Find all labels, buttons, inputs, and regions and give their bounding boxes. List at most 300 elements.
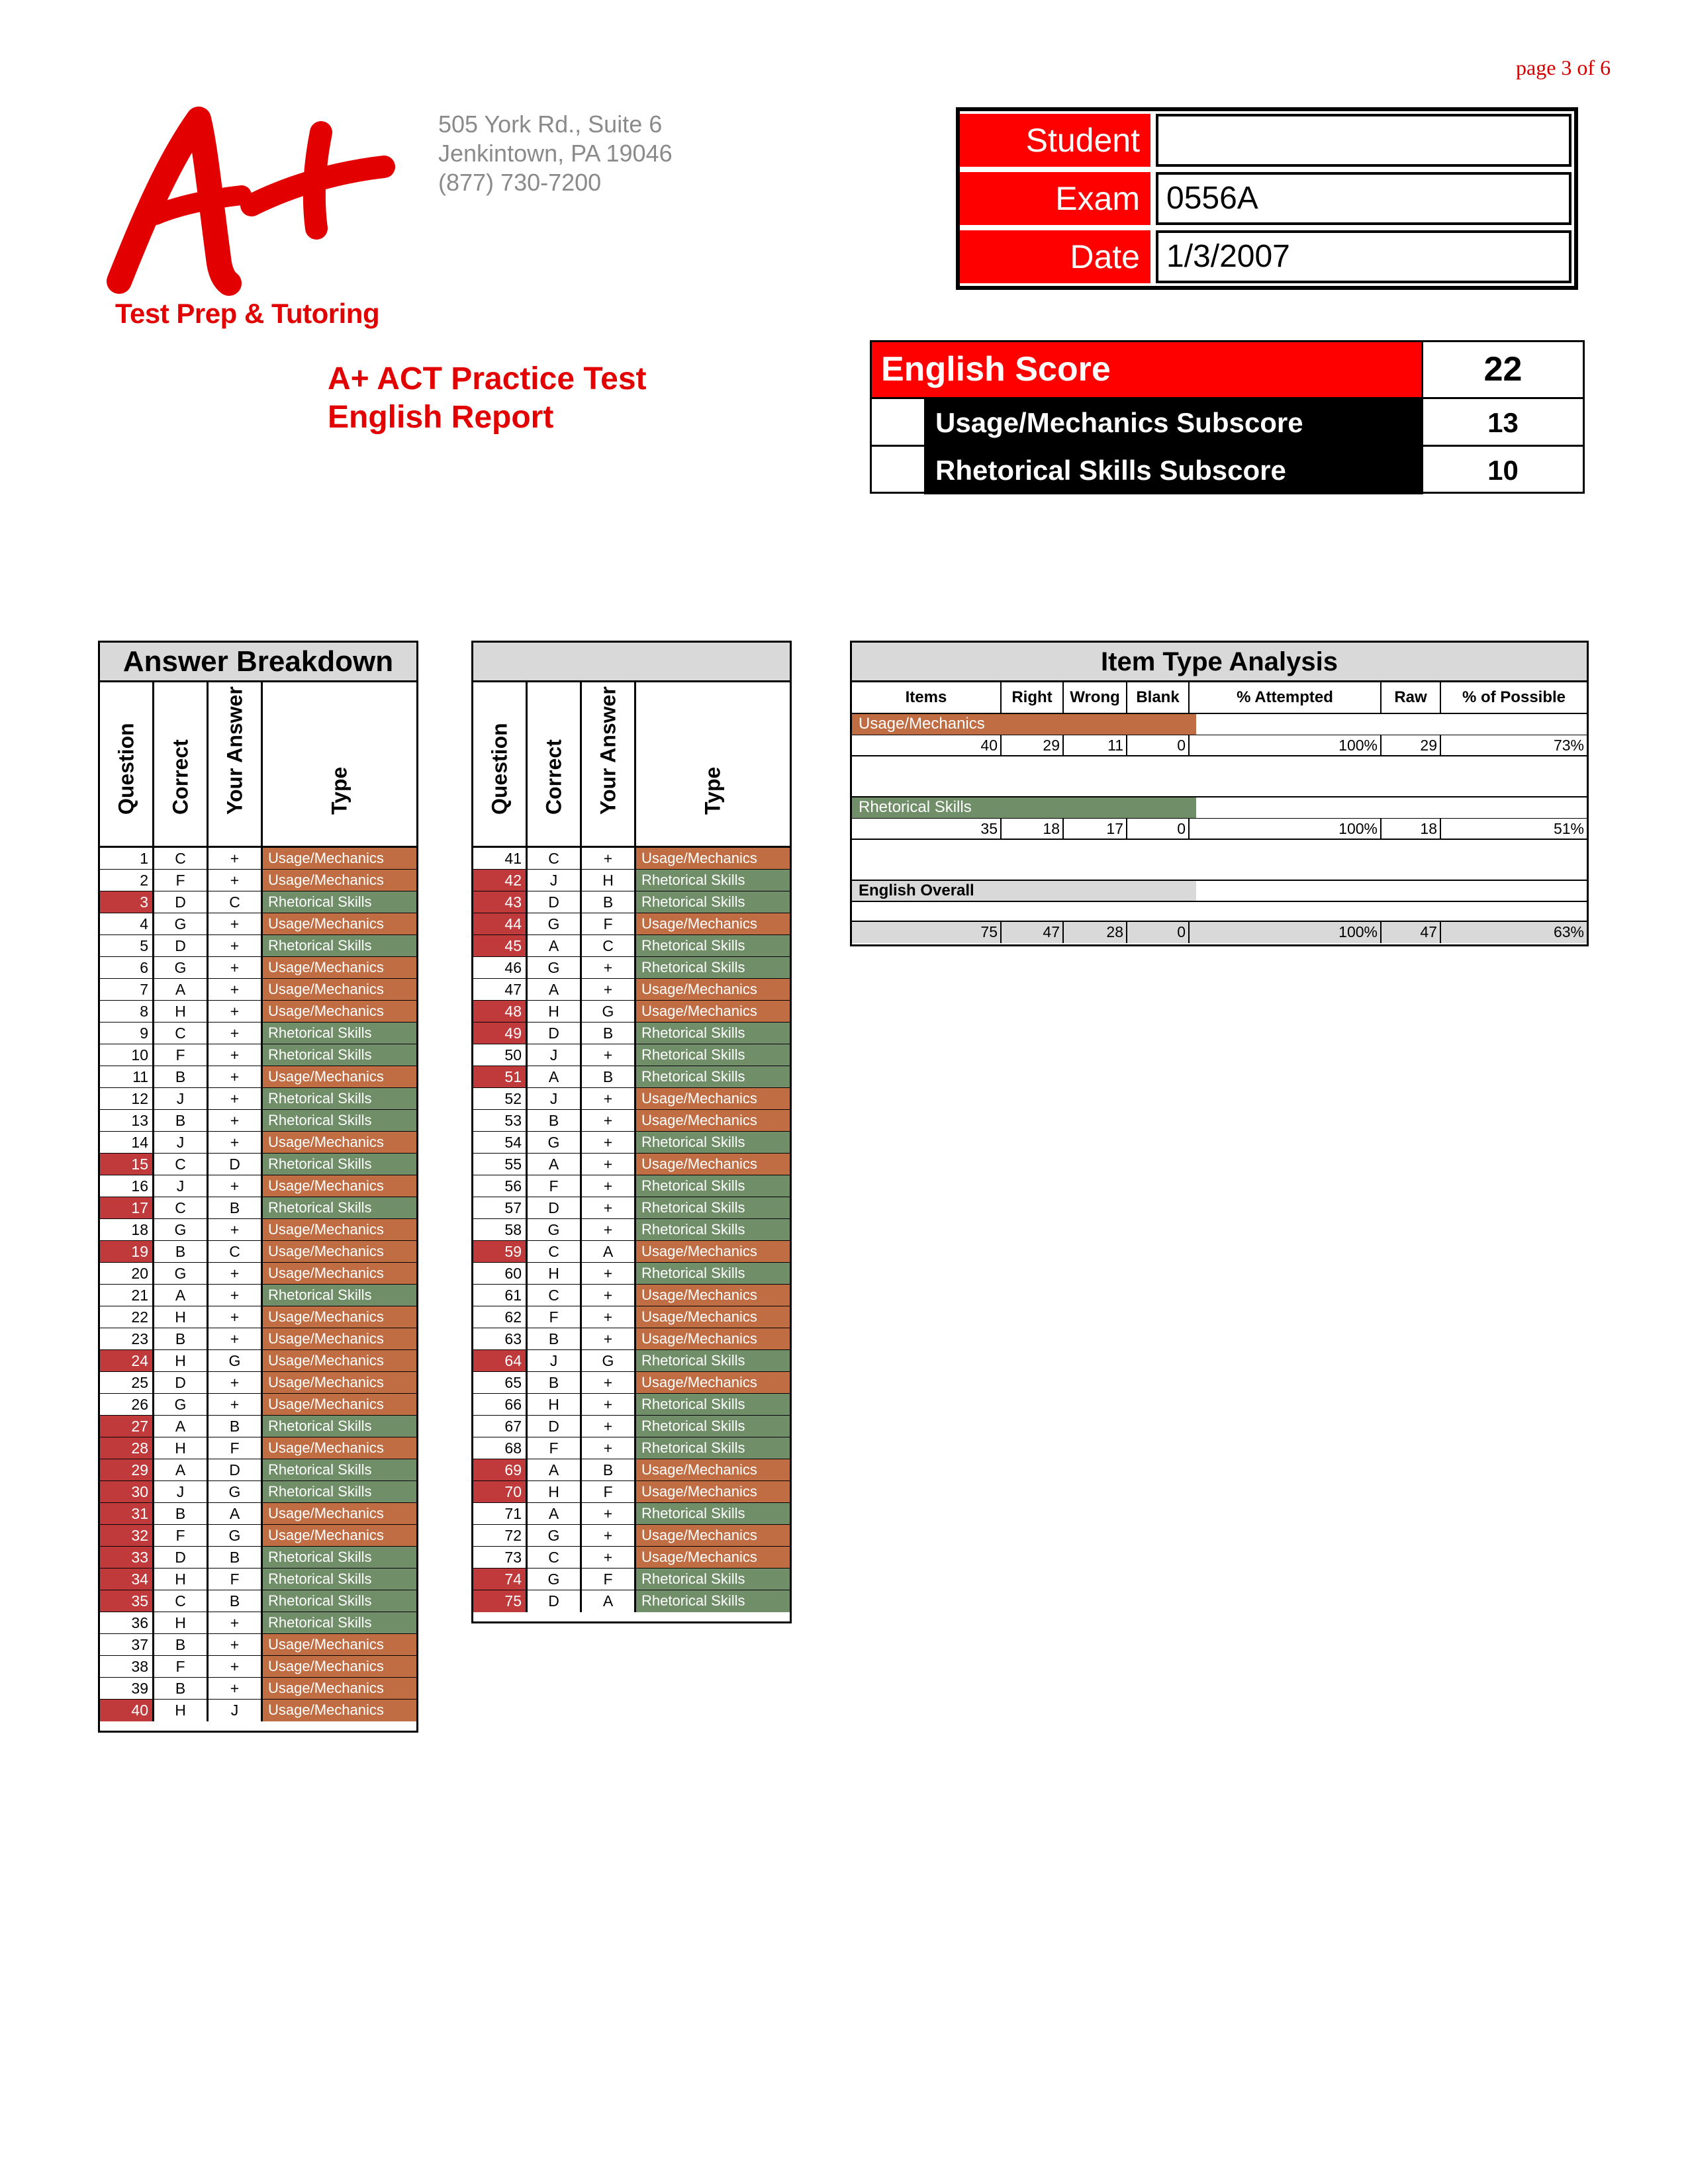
correct-answer: C xyxy=(154,848,209,869)
your-answer: B xyxy=(209,1547,263,1568)
header-your-answer: Your Answer xyxy=(222,686,246,815)
correct-answer: J xyxy=(528,1350,582,1371)
correct-answer: J xyxy=(528,1088,582,1109)
question-type: Usage/Mechanics xyxy=(263,1525,416,1546)
address-line-2: Jenkintown, PA 19046 xyxy=(438,140,673,167)
question-number: 54 xyxy=(473,1132,528,1153)
correct-answer: D xyxy=(154,1547,209,1568)
your-answer: + xyxy=(582,1219,636,1240)
question-type: Usage/Mechanics xyxy=(636,848,790,869)
item-type-analysis-table xyxy=(850,641,1589,946)
correct-answer: H xyxy=(528,1481,582,1502)
question-type: Usage/Mechanics xyxy=(636,1001,790,1022)
question-type: Rhetorical Skills xyxy=(636,1219,790,1240)
table-row xyxy=(473,1328,790,1350)
your-answer: + xyxy=(582,957,636,978)
question-type: Rhetorical Skills xyxy=(636,870,790,891)
question-type: Usage/Mechanics xyxy=(263,1175,416,1197)
question-number: 50 xyxy=(473,1044,528,1066)
question-number: 24 xyxy=(100,1350,154,1371)
student-row xyxy=(960,111,1574,169)
question-number: 65 xyxy=(473,1372,528,1393)
question-type: Usage/Mechanics xyxy=(263,1001,416,1022)
question-number: 58 xyxy=(473,1219,528,1240)
question-number: 53 xyxy=(473,1110,528,1131)
question-type: Rhetorical Skills xyxy=(263,1612,416,1633)
your-answer: + xyxy=(209,1634,263,1655)
correct-answer: B xyxy=(528,1328,582,1349)
question-type: Rhetorical Skills xyxy=(636,935,790,956)
question-number: 20 xyxy=(100,1263,154,1284)
question-number: 29 xyxy=(100,1459,154,1480)
question-number: 16 xyxy=(100,1175,154,1197)
question-number: 55 xyxy=(473,1154,528,1175)
question-number: 51 xyxy=(473,1066,528,1087)
question-type: Usage/Mechanics xyxy=(263,1263,416,1284)
question-number: 15 xyxy=(100,1154,154,1175)
question-type: Usage/Mechanics xyxy=(263,1634,416,1655)
table-row xyxy=(100,1175,416,1197)
correct-answer: A xyxy=(154,979,209,1000)
question-type: Usage/Mechanics xyxy=(263,1656,416,1677)
correct-answer: B xyxy=(528,1372,582,1393)
correct-answer: H xyxy=(154,1569,209,1590)
section-values-row xyxy=(852,819,1587,840)
your-answer: + xyxy=(209,1678,263,1699)
your-answer: B xyxy=(582,1023,636,1044)
question-type: Usage/Mechanics xyxy=(636,1328,790,1349)
stat-value: 51% xyxy=(1553,820,1584,837)
question-type: Rhetorical Skills xyxy=(263,1088,416,1109)
english-score-label: English Score xyxy=(872,342,1421,397)
column-header: Raw xyxy=(1382,682,1441,713)
question-number: 14 xyxy=(100,1132,154,1153)
question-type: Usage/Mechanics xyxy=(636,1525,790,1546)
correct-answer: B xyxy=(154,1328,209,1349)
usage-subscore-label: Usage/Mechanics Subscore xyxy=(926,399,1421,445)
table-row xyxy=(100,1350,416,1372)
your-answer: F xyxy=(209,1569,263,1590)
student-label: Student xyxy=(960,114,1150,167)
your-answer: G xyxy=(209,1525,263,1546)
stat-value: 75 xyxy=(852,922,1002,943)
correct-answer: A xyxy=(528,979,582,1000)
answer-breakdown-title: Answer Breakdown xyxy=(100,643,416,682)
stat-value: 35 xyxy=(852,819,1002,839)
correct-answer: C xyxy=(528,1547,582,1568)
date-label: Date xyxy=(960,230,1150,283)
table-row xyxy=(473,1110,790,1132)
question-type: Usage/Mechanics xyxy=(263,1306,416,1328)
correct-answer: F xyxy=(528,1437,582,1459)
table-row xyxy=(100,957,416,979)
correct-answer: G xyxy=(528,957,582,978)
correct-answer: A xyxy=(154,1416,209,1437)
correct-answer: A xyxy=(528,1503,582,1524)
item-type-analysis-title: Item Type Analysis xyxy=(852,643,1587,682)
question-type: Rhetorical Skills xyxy=(636,1437,790,1459)
your-answer: B xyxy=(209,1416,263,1437)
your-answer: + xyxy=(209,870,263,891)
question-type: Usage/Mechanics xyxy=(636,1372,790,1393)
table-row xyxy=(100,979,416,1001)
question-number: 41 xyxy=(473,848,528,869)
your-answer: B xyxy=(209,1590,263,1612)
your-answer: + xyxy=(209,1132,263,1153)
question-number: 35 xyxy=(100,1590,154,1612)
your-answer: + xyxy=(582,1372,636,1393)
your-answer: + xyxy=(209,1023,263,1044)
correct-answer: B xyxy=(154,1110,209,1131)
correct-answer: H xyxy=(528,1263,582,1284)
correct-answer: H xyxy=(154,1437,209,1459)
your-answer: + xyxy=(209,1328,263,1349)
exam-label: Exam xyxy=(960,172,1150,225)
section-label-row xyxy=(852,881,1587,902)
question-number: 9 xyxy=(100,1023,154,1044)
your-answer: A xyxy=(582,1241,636,1262)
question-type: Usage/Mechanics xyxy=(636,979,790,1000)
stat-value: 28 xyxy=(1064,922,1127,943)
table-row xyxy=(473,848,790,870)
your-answer: + xyxy=(582,1175,636,1197)
question-type: Rhetorical Skills xyxy=(636,1350,790,1371)
stat-value: 40 xyxy=(852,735,1002,755)
correct-answer: B xyxy=(154,1241,209,1262)
your-answer: + xyxy=(209,1088,263,1109)
your-answer: + xyxy=(209,1306,263,1328)
correct-answer: F xyxy=(154,1044,209,1066)
question-type: Rhetorical Skills xyxy=(263,1044,416,1066)
correct-answer: H xyxy=(154,1306,209,1328)
question-type: Rhetorical Skills xyxy=(636,1503,790,1524)
correct-answer: G xyxy=(528,1132,582,1153)
table-row xyxy=(100,1678,416,1700)
question-type: Usage/Mechanics xyxy=(636,1154,790,1175)
spacer-row xyxy=(852,840,1587,881)
table-row xyxy=(100,1263,416,1285)
table-row xyxy=(100,1481,416,1503)
column-headers xyxy=(100,682,416,848)
question-number: 22 xyxy=(100,1306,154,1328)
stat-value: 18 xyxy=(1002,819,1064,839)
correct-answer: J xyxy=(154,1088,209,1109)
your-answer: + xyxy=(209,1175,263,1197)
header-row xyxy=(852,682,1587,714)
question-number: 47 xyxy=(473,979,528,1000)
question-type: Rhetorical Skills xyxy=(636,1263,790,1284)
stat-value: 18 xyxy=(1382,819,1441,839)
table-row xyxy=(473,1590,790,1612)
question-type: Usage/Mechanics xyxy=(263,1503,416,1524)
correct-answer: G xyxy=(154,1219,209,1240)
your-answer: + xyxy=(582,1285,636,1306)
correct-answer: G xyxy=(154,913,209,934)
correct-answer: A xyxy=(528,1154,582,1175)
table-row xyxy=(100,1569,416,1590)
your-answer: + xyxy=(209,957,263,978)
your-answer: + xyxy=(209,1066,263,1087)
header-question: Question xyxy=(114,723,138,815)
table-row xyxy=(473,1306,790,1328)
table-row xyxy=(100,1110,416,1132)
column-header: Items xyxy=(852,682,1002,713)
column-header: % Attempted xyxy=(1190,682,1382,713)
exam-value: 0556A xyxy=(1156,172,1571,225)
question-type: Usage/Mechanics xyxy=(263,1132,416,1153)
correct-answer: H xyxy=(154,1350,209,1371)
correct-answer: J xyxy=(154,1481,209,1502)
table-row xyxy=(473,1197,790,1219)
table-row xyxy=(473,1437,790,1459)
correct-answer: F xyxy=(528,1175,582,1197)
section-label: Usage/Mechanics xyxy=(852,714,1196,735)
question-number: 74 xyxy=(473,1569,528,1590)
question-number: 71 xyxy=(473,1503,528,1524)
question-type: Usage/Mechanics xyxy=(263,913,416,934)
question-number: 2 xyxy=(100,870,154,891)
your-answer: G xyxy=(582,1350,636,1371)
column-header: Blank xyxy=(1127,682,1190,713)
your-answer: B xyxy=(209,1197,263,1218)
table-row xyxy=(100,1154,416,1175)
table-row xyxy=(473,1285,790,1306)
question-type: Rhetorical Skills xyxy=(263,1197,416,1218)
table-row xyxy=(100,1001,416,1023)
table-row xyxy=(100,1328,416,1350)
question-type: Rhetorical Skills xyxy=(636,1569,790,1590)
table-row xyxy=(473,979,790,1001)
your-answer: + xyxy=(582,1088,636,1109)
header-correct: Correct xyxy=(168,739,192,815)
question-type: Rhetorical Skills xyxy=(263,935,416,956)
your-answer: + xyxy=(209,913,263,934)
table-row xyxy=(100,1437,416,1459)
column-header: Right xyxy=(1002,682,1064,713)
correct-answer: A xyxy=(528,935,582,956)
your-answer: + xyxy=(209,1394,263,1415)
question-number: 68 xyxy=(473,1437,528,1459)
question-type: Rhetorical Skills xyxy=(636,1044,790,1066)
section-values-row xyxy=(852,922,1587,943)
rhetorical-subscore-row xyxy=(872,447,1583,494)
question-number: 3 xyxy=(100,891,154,913)
question-number: 43 xyxy=(473,891,528,913)
question-number: 56 xyxy=(473,1175,528,1197)
phone-number: (877) 730-7200 xyxy=(438,169,602,196)
question-type: Usage/Mechanics xyxy=(263,1437,416,1459)
question-number: 30 xyxy=(100,1481,154,1502)
your-answer: + xyxy=(582,1306,636,1328)
question-type: Usage/Mechanics xyxy=(263,1066,416,1087)
table-row xyxy=(473,1416,790,1437)
table-row xyxy=(473,1569,790,1590)
correct-answer: A xyxy=(154,1459,209,1480)
report-title xyxy=(328,360,647,437)
correct-answer: C xyxy=(528,1241,582,1262)
correct-answer: C xyxy=(528,848,582,869)
correct-answer: D xyxy=(154,1372,209,1393)
table-row xyxy=(100,1285,416,1306)
correct-answer: H xyxy=(528,1394,582,1415)
your-answer: F xyxy=(209,1437,263,1459)
question-type: Rhetorical Skills xyxy=(636,1590,790,1612)
your-answer: C xyxy=(209,891,263,913)
address-line-1: 505 York Rd., Suite 6 xyxy=(438,111,663,138)
english-score-row xyxy=(872,342,1583,399)
your-answer: A xyxy=(582,1590,636,1612)
table-row xyxy=(100,1023,416,1044)
correct-answer: D xyxy=(528,891,582,913)
table-row xyxy=(100,1219,416,1241)
question-number: 49 xyxy=(473,1023,528,1044)
section-label: English Overall xyxy=(852,881,1196,901)
correct-answer: A xyxy=(528,1066,582,1087)
student-value xyxy=(1156,114,1571,167)
table-row xyxy=(100,1241,416,1263)
correct-answer: C xyxy=(528,1285,582,1306)
your-answer: + xyxy=(209,1044,263,1066)
question-type: Usage/Mechanics xyxy=(636,1241,790,1262)
usage-subscore-row xyxy=(872,399,1583,447)
your-answer: + xyxy=(209,1263,263,1284)
correct-answer: G xyxy=(528,1569,582,1590)
rhetorical-subscore-value: 10 xyxy=(1421,447,1583,494)
question-type: Usage/Mechanics xyxy=(636,1481,790,1502)
table-row xyxy=(473,1023,790,1044)
question-number: 48 xyxy=(473,1001,528,1022)
your-answer: + xyxy=(209,1612,263,1633)
header-question: Question xyxy=(487,723,511,815)
your-answer: G xyxy=(582,1001,636,1022)
table-row xyxy=(473,957,790,979)
correct-answer: D xyxy=(528,1416,582,1437)
table-row xyxy=(473,1459,790,1481)
table-row xyxy=(473,1547,790,1569)
correct-answer: C xyxy=(154,1154,209,1175)
correct-answer: B xyxy=(528,1110,582,1131)
question-number: 23 xyxy=(100,1328,154,1349)
question-number: 7 xyxy=(100,979,154,1000)
correct-answer: F xyxy=(154,870,209,891)
table-row xyxy=(100,1459,416,1481)
question-number: 61 xyxy=(473,1285,528,1306)
question-number: 26 xyxy=(100,1394,154,1415)
question-type: Rhetorical Skills xyxy=(263,1416,416,1437)
stat-value: 11 xyxy=(1064,735,1127,755)
question-type: Usage/Mechanics xyxy=(263,1394,416,1415)
question-number: 8 xyxy=(100,1001,154,1022)
correct-answer: H xyxy=(528,1001,582,1022)
your-answer: + xyxy=(209,1219,263,1240)
your-answer: + xyxy=(582,1263,636,1284)
table-row xyxy=(100,1088,416,1110)
your-answer: F xyxy=(582,1481,636,1502)
question-type: Rhetorical Skills xyxy=(263,1481,416,1502)
correct-answer: C xyxy=(154,1197,209,1218)
table-row xyxy=(473,1372,790,1394)
question-number: 63 xyxy=(473,1328,528,1349)
stat-value: 17 xyxy=(1064,819,1127,839)
header-type: Type xyxy=(700,766,725,815)
question-type: Rhetorical Skills xyxy=(636,957,790,978)
question-type: Rhetorical Skills xyxy=(263,891,416,913)
question-type: Rhetorical Skills xyxy=(636,1132,790,1153)
section-label-row xyxy=(852,797,1587,819)
your-answer: D xyxy=(209,1459,263,1480)
correct-answer: H xyxy=(154,1001,209,1022)
table-row xyxy=(100,1416,416,1437)
date-value: 1/3/2007 xyxy=(1156,230,1571,283)
table-row xyxy=(473,870,790,891)
your-answer: B xyxy=(582,891,636,913)
table-row xyxy=(473,1088,790,1110)
question-number: 38 xyxy=(100,1656,154,1677)
your-answer: + xyxy=(209,979,263,1000)
question-type: Rhetorical Skills xyxy=(263,1154,416,1175)
table-row xyxy=(473,891,790,913)
correct-answer: F xyxy=(528,1306,582,1328)
question-type: Rhetorical Skills xyxy=(263,1285,416,1306)
question-type: Rhetorical Skills xyxy=(636,1066,790,1087)
correct-answer: G xyxy=(528,913,582,934)
table-row xyxy=(473,1044,790,1066)
question-number: 10 xyxy=(100,1044,154,1066)
stat-value: 47 xyxy=(1382,922,1441,943)
question-number: 42 xyxy=(473,870,528,891)
answer-breakdown-table-2 xyxy=(471,641,792,1623)
your-answer: + xyxy=(209,1110,263,1131)
your-answer: H xyxy=(582,870,636,891)
question-type: Rhetorical Skills xyxy=(263,1023,416,1044)
question-type: Usage/Mechanics xyxy=(636,1110,790,1131)
your-answer: D xyxy=(209,1154,263,1175)
correct-answer: F xyxy=(154,1656,209,1677)
correct-answer: G xyxy=(154,957,209,978)
question-number: 57 xyxy=(473,1197,528,1218)
stat-value: 47 xyxy=(1002,922,1064,943)
your-answer: + xyxy=(582,1437,636,1459)
table-row xyxy=(100,1656,416,1678)
answer-rows xyxy=(473,848,790,1612)
question-type: Usage/Mechanics xyxy=(263,848,416,869)
table-row xyxy=(100,848,416,870)
question-number: 19 xyxy=(100,1241,154,1262)
rhetorical-subscore-label: Rhetorical Skills Subscore xyxy=(926,447,1421,494)
table-row xyxy=(100,870,416,891)
section-values-row xyxy=(852,735,1587,756)
question-number: 66 xyxy=(473,1394,528,1415)
question-number: 6 xyxy=(100,957,154,978)
question-type: Rhetorical Skills xyxy=(263,1590,416,1612)
question-number: 45 xyxy=(473,935,528,956)
your-answer: B xyxy=(582,1459,636,1480)
question-number: 21 xyxy=(100,1285,154,1306)
your-answer: G xyxy=(209,1350,263,1371)
table-row xyxy=(473,1241,790,1263)
correct-answer: F xyxy=(154,1525,209,1546)
question-number: 52 xyxy=(473,1088,528,1109)
correct-answer: C xyxy=(154,1590,209,1612)
your-answer: G xyxy=(209,1481,263,1502)
your-answer: + xyxy=(582,1547,636,1568)
company-address xyxy=(438,110,673,197)
table-row xyxy=(473,1154,790,1175)
your-answer: + xyxy=(582,1197,636,1218)
your-answer: + xyxy=(209,1656,263,1677)
your-answer: + xyxy=(209,848,263,869)
answer-rows xyxy=(100,848,416,1721)
